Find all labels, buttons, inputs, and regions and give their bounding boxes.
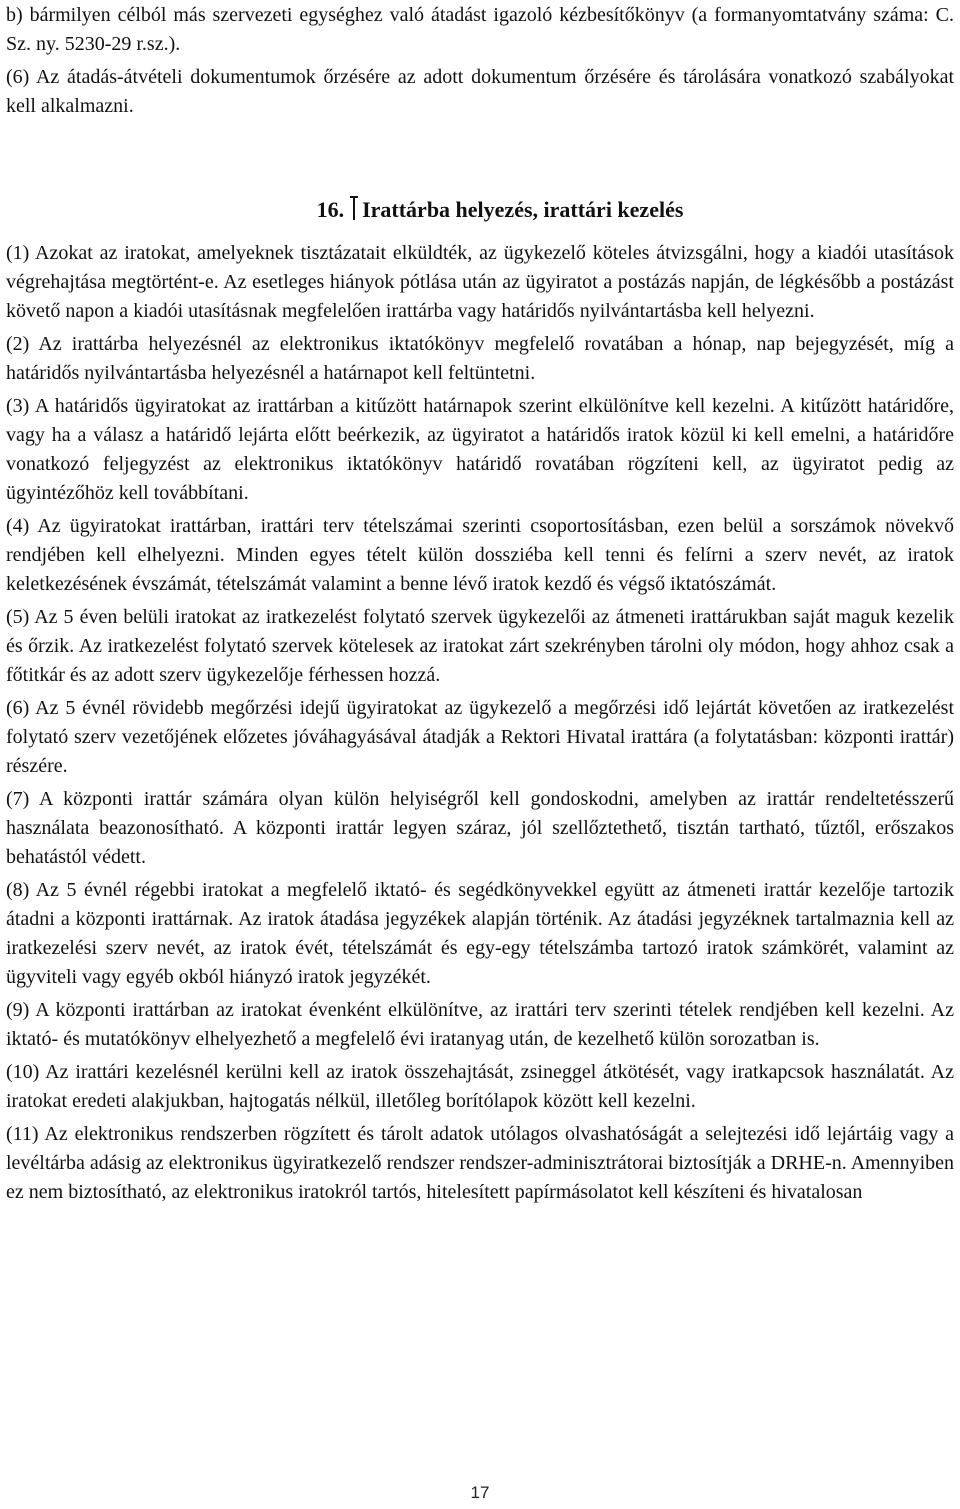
section-title: Irattárba helyezés, irattári kezelés bbox=[362, 197, 684, 222]
intro-block bbox=[6, 0, 954, 121]
section-paragraph-6: (6) Az 5 évnél rövidebb megőrzési idejű ügyiratokat az ügykezelő a megőrzési idő lejártát követően az iratkezelést folytató szerv vezetőjének előzetes jóváhagyásával átadják a Rektori Hivatal irattára (a folytatásban: központi irattár) részére. bbox=[6, 697, 954, 777]
section-paragraph-8: (8) Az 5 évnél régebbi iratokat a megfelelő iktató- és segédkönyvekkel együtt az átmeneti irattár kezelője tartozik átadni a központi irattárnak. Az iratok átadása jegyzékek alapján történik. Az átadási jegyzéknek tartalmaznia kell az iratkezelési szerv nevét, az iratok évét, tételszámát és egy-egy tételszámba tartozó iratok számkörét, valamint az ügyviteli vagy egyéb okból hiányzó iratok jegyzékét. bbox=[6, 879, 954, 988]
page-number: 17 bbox=[470, 1483, 490, 1502]
section-paragraph-9: (9) A központi irattárban az iratokat évenként elkülönítve, az irattári terv szerinti tételek rendjében kell kezelni. Az iktató- és mutatókönyv elhelyezhető a megfelelő évi iratanyag után, de kezelhető külön sorozatban is. bbox=[6, 999, 954, 1050]
intro-item-b: b) bármilyen célból más szervezeti egységhez való átadást igazoló kézbesítőkönyv (a formanyomtatvány száma: C. Sz. ny. 5230-29 r.sz.). bbox=[6, 4, 954, 55]
section-paragraph-1: (1) Azokat az iratokat, amelyeknek tisztázatait elküldték, az ügykezelő köteles átvizsgálni, hogy a kiadói utasítások végrehajtása megtörtént-e. Az esetleges hiányok pótlása után az ügyiratot a postázás napján, de légkésőbb a postázást követő napon a kiadói utasításnak megfelelően irattárba vagy határidős nyilvántartásba kell helyezni. bbox=[6, 242, 954, 322]
section-paragraph-7: (7) A központi irattár számára olyan külön helyiségről kell gondoskodni, amelyben az irattár rendeltetésszerű használata beazonosítható. A központi irattár legyen száraz, jól szellőztethető, tisztán tartható, tűztől, erőszakos behatástól védett. bbox=[6, 788, 954, 868]
section-heading bbox=[6, 195, 954, 225]
document-page bbox=[6, 0, 954, 1207]
section-paragraph-10: (10) Az irattári kezelésnél kerülni kell az iratok összehajtását, zsineggel átkötését, vagy iratkapcsok használatát. Az iratokat eredeti alakjukban, hajtogatás nélkül, illetőleg borítólapok között kell kezelni. bbox=[6, 1061, 954, 1112]
section-paragraph-3: (3) A határidős ügyiratokat az irattárban a kitűzött határnapok szerint elkülönítve kell kezelni. A kitűzött határidőre, vagy ha a válasz a határidő lejárta előtt beérkezik, az ügyiratot a határidős iratok közül ki kell emelni, a határidőre vonatkozó feljegyzést az elektronikus iktatókönyv határidő rovatában rögzíteni kell, az ügyiratot pedig az ügyintézőhöz kell továbbítani. bbox=[6, 395, 954, 504]
section-body bbox=[6, 239, 954, 1207]
section-paragraph-5: (5) Az 5 éven belüli iratokat az iratkezelést folytató szervek ügykezelői az átmeneti irattárukban saját maguk kezelik és őrzik. Az iratkezelést folytató szervek kötelesek az iratokat zárt szekrényben tárolni oly módon, hogy ahhoz csak a főtitkár és az adott szerv ügykezelője férhessen hozzá. bbox=[6, 606, 954, 686]
heading-marker-icon bbox=[350, 196, 358, 220]
intro-paragraph-6: (6) Az átadás-átvételi dokumentumok őrzésére az adott dokumentum őrzésére és tárolására vonatkozó szabályokat kell alkalmazni. bbox=[6, 66, 954, 117]
section-paragraph-4: (4) Az ügyiratokat irattárban, irattári terv tételszámai szerinti csoportosításban, ezen belül a sorszámok növekvő rendjében kell elhelyezni. Minden egyes tételt külön dossziéba kell tenni és felírni a szerv nevét, az iratok keletkezésének évszámát, tételszámát valamint a benne lévő iratok kezdő és végső iktatószámát. bbox=[6, 515, 954, 595]
section-paragraph-2: (2) Az irattárba helyezésnél az elektronikus iktatókönyv megfelelő rovatában a hónap, nap bejegyzését, míg a határidős nyilvántartásba helyezésnél a határnapot kell feltüntetni. bbox=[6, 333, 954, 384]
section-paragraph-11: (11) Az elektronikus rendszerben rögzített és tárolt adatok utólagos olvashatóságát a selejtezési idő lejártáig vagy a levéltárba adásig az elektronikus ügyiratkezelő rendszer rendszer-adminisztrátorai biztosítják a DRHE-n. Amennyiben ez nem biztosítható, az elektronikus iratokról tartós, hitelesített papírmásolatot kell készíteni és hivatalosan bbox=[6, 1123, 954, 1203]
section-number: 16. bbox=[316, 197, 345, 222]
